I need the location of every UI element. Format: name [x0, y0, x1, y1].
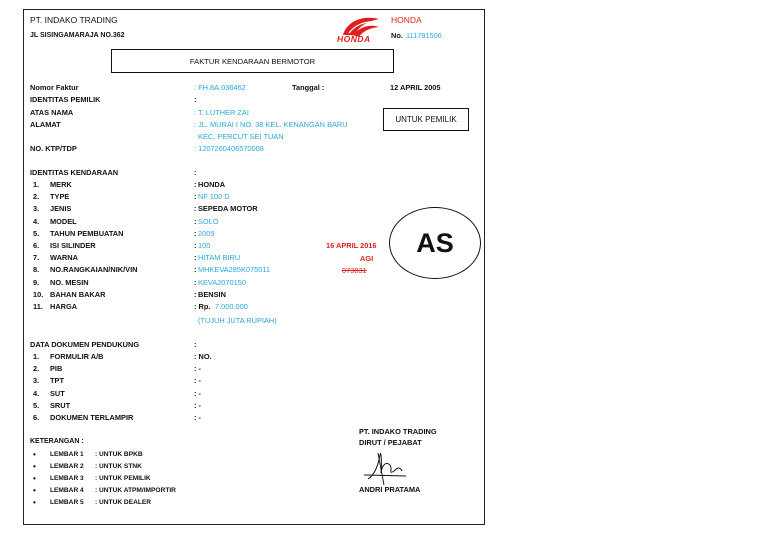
vehicle-row-num: 9.: [33, 277, 40, 287]
note-desc: : UNTUK PEMILIK: [95, 475, 151, 482]
note-lembar: LEMBAR 2: [50, 463, 84, 470]
vehicle-row-value: 2005: [198, 228, 215, 238]
vehicle-row-colon: :: [194, 204, 199, 214]
vehicle-row-value: KEVA2070150: [198, 277, 246, 287]
vehicle-row-colon: :: [194, 265, 199, 275]
vehicle-row-colon: :: [194, 180, 199, 189]
vehicle-row-value: HITAM BIRU: [198, 253, 241, 263]
document-row-num: 1.: [33, 352, 40, 361]
vehicle-row-label: JENIS: [50, 204, 72, 214]
vehicle-row-num: 6.: [33, 241, 40, 250]
document-row-value: : NO.: [194, 352, 212, 361]
company-address: JL SISINGAMARAJA NO.362: [30, 32, 125, 39]
note-desc: : UNTUK BPKB: [95, 451, 143, 458]
vehicle-row-value: BENSIN: [198, 289, 226, 299]
document-row-value: : -: [194, 376, 201, 386]
vehicle-row-num: 3.: [33, 204, 40, 214]
ktp-label: NO. KTP/TDP: [30, 144, 77, 153]
as-stamp: AS: [389, 207, 481, 279]
vehicle-row-num: 8.: [33, 265, 40, 275]
vehicle-row-value: 7.000.000: [215, 302, 248, 311]
note-bullet: •: [33, 498, 36, 507]
owner-copy-box: UNTUK PEMILIK: [383, 108, 469, 131]
vehicle-row-value: 100: [198, 241, 211, 250]
document-row-value: : -: [194, 388, 201, 398]
serial-no-label: No.: [391, 31, 403, 40]
tanggal-label: Tanggal :: [292, 83, 325, 92]
document-row-label: PIB: [50, 364, 63, 374]
nomor-faktur-value: : FH.8A.036462: [194, 83, 246, 92]
vehicle-row-value: NF 100 D: [198, 192, 230, 202]
document-row-label: SUT: [50, 388, 65, 398]
doc-title: FAKTUR KENDARAAN BERMOTOR: [111, 49, 394, 73]
vehicle-row-colon: :: [194, 277, 199, 287]
note-lembar: LEMBAR 5: [50, 499, 84, 506]
document-row-num: 4.: [33, 388, 40, 398]
identitas-pemilik-colon: :: [194, 95, 197, 104]
vehicle-row-num: 7.: [33, 253, 40, 263]
document-row-num: 2.: [33, 364, 40, 374]
vehicle-row-label: ISI SILINDER: [50, 241, 96, 250]
vehicle-row-num: 4.: [33, 216, 40, 226]
vehicle-row-colon: :: [194, 228, 199, 238]
note-lembar: LEMBAR 1: [50, 451, 84, 458]
vehicle-row-colon: :: [194, 241, 199, 250]
document-row-num: 5.: [33, 400, 40, 410]
atas-nama-value: : T. LUTHER ZAI: [194, 108, 249, 117]
note-bullet: •: [33, 450, 36, 459]
vehicle-row-value: SOLO: [198, 216, 219, 226]
vehicle-row-num: 11.: [33, 302, 43, 311]
document-row-label: SRUT: [50, 400, 71, 410]
signature-scribble: [360, 445, 420, 487]
document-row-num: 3.: [33, 376, 40, 386]
red-note-line3: 073831: [342, 266, 367, 275]
note-bullet: •: [33, 474, 36, 483]
vehicle-row-num: 1.: [33, 180, 40, 189]
signature-title: DIRUT / PEJABAT: [359, 438, 422, 447]
harga-words: (TUJUH JUTA RUPIAH): [198, 316, 277, 325]
company-name: PT. INDAKO TRADING: [30, 15, 118, 25]
alamat-label: ALAMAT: [30, 120, 61, 129]
alamat-line2: KEC. PERCUT SEI TUAN: [198, 132, 284, 141]
identitas-kendaraan-colon: :: [194, 168, 197, 177]
vehicle-row-value: HONDA: [198, 180, 226, 189]
nomor-faktur-label: Nomor Faktur: [30, 83, 79, 92]
vehicle-row-value: MHKEVA285K075011: [198, 265, 271, 275]
note-desc: : UNTUK ATPM/IMPORTIR: [95, 487, 176, 494]
vehicle-row-colon: :: [194, 289, 199, 299]
vehicle-row-label: MODEL: [50, 216, 77, 226]
document-row-value: : -: [194, 413, 201, 422]
vehicle-row-num: 10.: [33, 289, 44, 299]
note-desc: : UNTUK DEALER: [95, 499, 152, 506]
vehicle-row-colon: : Rp.: [194, 302, 213, 311]
note-lembar: LEMBAR 4: [50, 487, 84, 494]
vehicle-row-colon: :: [194, 192, 199, 202]
identitas-kendaraan-label: IDENTITAS KENDARAAN: [30, 168, 119, 177]
document-row-label: DOKUMEN TERLAMPIR: [50, 413, 134, 422]
note-bullet: •: [33, 462, 36, 471]
keterangan-label: KETERANGAN :: [30, 438, 84, 445]
red-note-line2: AGI: [360, 254, 374, 263]
vehicle-row-label: HARGA: [50, 302, 78, 311]
vehicle-row-num: 2.: [33, 192, 40, 202]
vehicle-row-value: SEPEDA MOTOR: [198, 204, 258, 214]
atas-nama-label: ATAS NAMA: [30, 108, 74, 117]
note-desc: : UNTUK STNK: [95, 463, 142, 470]
signature-name: ANDRI PRATAMA: [359, 485, 421, 494]
document-row-value: : -: [194, 400, 201, 410]
document-row-value: : -: [194, 364, 201, 374]
document-row-label: TPT: [50, 376, 64, 386]
vehicle-row-label: MERK: [50, 180, 72, 189]
note-lembar: LEMBAR 3: [50, 475, 84, 482]
vehicle-row-label: NO.RANGKAIAN/NIK/VIN: [50, 265, 138, 275]
dokumen-pendukung-colon: :: [194, 340, 197, 349]
vehicle-row-label: NO. MESIN: [50, 277, 89, 287]
vehicle-row-label: TYPE: [50, 192, 70, 202]
signature-company: PT. INDAKO TRADING: [359, 427, 437, 436]
vehicle-row-label: WARNA: [50, 253, 78, 263]
identitas-pemilik-label: IDENTITAS PEMILIK: [30, 95, 101, 104]
tanggal-value: 12 APRIL 2005: [390, 83, 441, 92]
note-bullet: •: [33, 486, 36, 495]
honda-logo-text: HONDA: [337, 34, 371, 44]
vehicle-row-num: 5.: [33, 228, 40, 238]
vehicle-row-colon: :: [194, 216, 199, 226]
vehicle-row-colon: :: [194, 253, 199, 263]
serial-no-value: 111791506: [406, 31, 442, 40]
vehicle-row-label: BAHAN BAKAR: [50, 289, 106, 299]
alamat-line1: : JL. MURAI I NO. 38 KEL. KENANGAN BARU: [194, 120, 348, 129]
red-note-date: 16 APRIL 2016: [326, 241, 377, 250]
document-row-num: 6.: [33, 413, 40, 422]
ktp-value: : 1207260406570008: [194, 144, 264, 153]
document-row-label: FORMULIR A/B: [50, 352, 104, 361]
honda-label: HONDA: [391, 15, 422, 25]
dokumen-pendukung-label: DATA DOKUMEN PENDUKUNG: [30, 340, 140, 349]
vehicle-row-label: TAHUN PEMBUATAN: [50, 228, 124, 238]
